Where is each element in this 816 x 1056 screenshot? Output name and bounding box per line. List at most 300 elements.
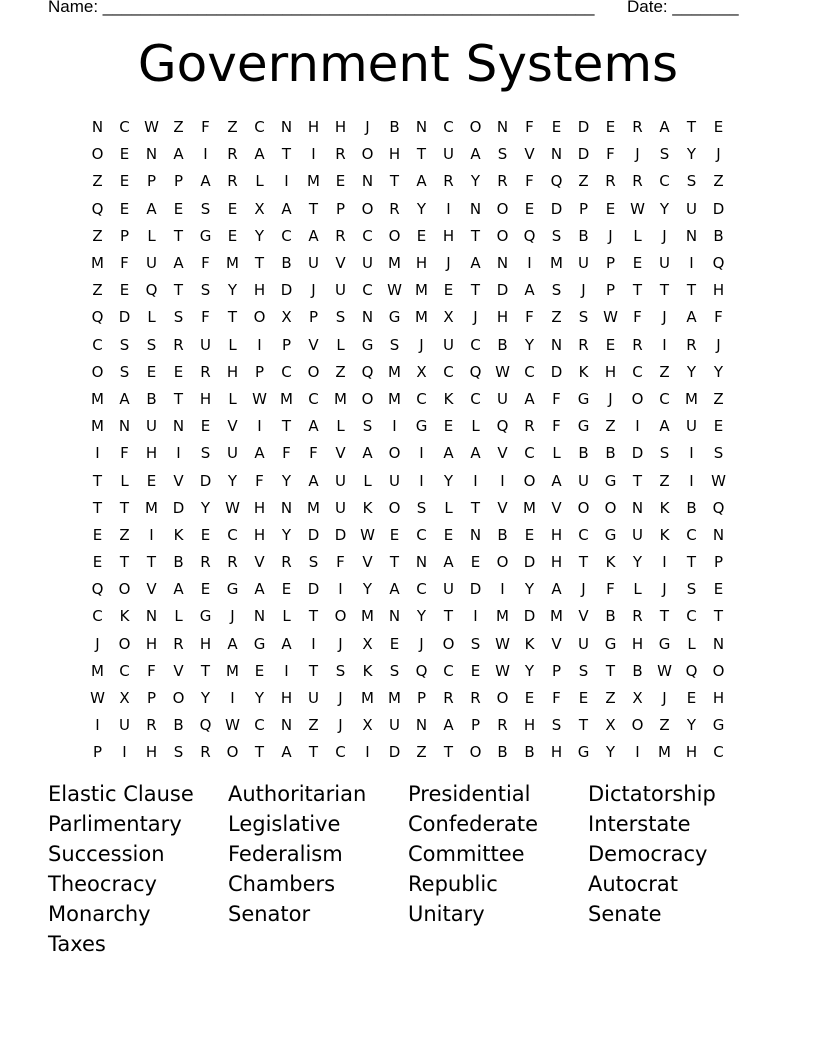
grid-letter[interactable]: E <box>200 525 211 544</box>
grid-letter[interactable]: J <box>635 145 640 164</box>
grid-letter[interactable]: Z <box>713 172 724 191</box>
grid-letter[interactable]: C <box>254 716 265 735</box>
grid-letter[interactable]: U <box>578 254 589 273</box>
grid-letter[interactable]: B <box>389 118 400 137</box>
grid-letter[interactable]: L <box>120 471 129 490</box>
grid-letter[interactable]: M <box>226 661 239 680</box>
grid-letter[interactable]: W <box>252 389 267 408</box>
grid-letter[interactable]: Y <box>254 226 265 245</box>
grid-letter[interactable]: T <box>578 716 589 735</box>
grid-letter[interactable]: A <box>308 417 319 436</box>
grid-letter[interactable]: S <box>686 172 697 191</box>
grid-letter[interactable]: Y <box>686 362 697 381</box>
grid-letter[interactable]: I <box>662 553 667 572</box>
grid-letter[interactable]: I <box>419 444 424 463</box>
grid-letter[interactable]: H <box>226 362 239 381</box>
grid-letter[interactable]: I <box>95 444 100 463</box>
grid-letter[interactable]: D <box>199 471 212 490</box>
grid-letter[interactable]: R <box>227 145 238 164</box>
grid-letter[interactable]: B <box>578 226 589 245</box>
grid-letter[interactable]: T <box>659 281 670 300</box>
grid-letter[interactable]: I <box>689 471 694 490</box>
grid-letter[interactable]: H <box>685 743 698 762</box>
grid-letter[interactable]: J <box>419 634 424 653</box>
grid-letter[interactable]: N <box>361 172 374 191</box>
grid-letter[interactable]: E <box>119 199 130 218</box>
grid-letter[interactable]: Z <box>605 689 616 708</box>
grid-letter[interactable]: V <box>551 634 562 653</box>
grid-letter[interactable]: C <box>416 525 427 544</box>
grid-letter[interactable]: Y <box>524 335 535 354</box>
grid-letter[interactable]: L <box>687 634 696 653</box>
grid-letter[interactable]: V <box>362 553 373 572</box>
grid-letter[interactable]: J <box>662 226 667 245</box>
grid-letter[interactable]: A <box>281 634 292 653</box>
grid-letter[interactable]: E <box>119 145 130 164</box>
grid-letter[interactable]: B <box>281 254 292 273</box>
grid-letter[interactable]: J <box>338 716 343 735</box>
grid-letter[interactable]: J <box>581 580 586 599</box>
grid-letter[interactable]: O <box>361 145 374 164</box>
grid-letter[interactable]: A <box>416 172 427 191</box>
grid-letter[interactable]: S <box>146 335 157 354</box>
grid-letter[interactable]: R <box>200 362 211 381</box>
grid-letter[interactable]: D <box>307 525 320 544</box>
grid-letter[interactable]: P <box>254 362 265 381</box>
grid-letter[interactable]: N <box>280 498 293 517</box>
grid-letter[interactable]: Z <box>92 226 103 245</box>
grid-letter[interactable]: C <box>281 226 292 245</box>
grid-letter[interactable]: M <box>388 254 401 273</box>
grid-letter[interactable]: F <box>525 118 534 137</box>
grid-letter[interactable]: S <box>200 281 211 300</box>
grid-letter[interactable]: X <box>632 689 643 708</box>
grid-letter[interactable]: T <box>173 281 184 300</box>
grid-letter[interactable]: Y <box>416 607 427 626</box>
grid-letter[interactable]: A <box>443 716 454 735</box>
grid-letter[interactable]: D <box>577 118 590 137</box>
grid-letter[interactable]: T <box>119 498 130 517</box>
grid-letter[interactable]: A <box>686 308 697 327</box>
grid-letter[interactable]: D <box>712 199 725 218</box>
grid-letter[interactable]: M <box>415 308 428 327</box>
grid-letter[interactable]: E <box>92 553 103 572</box>
grid-letter[interactable]: U <box>200 335 211 354</box>
grid-letter[interactable]: P <box>146 172 157 191</box>
grid-letter[interactable]: C <box>524 444 535 463</box>
grid-letter[interactable]: S <box>659 444 670 463</box>
grid-letter[interactable]: A <box>308 471 319 490</box>
grid-letter[interactable]: N <box>91 118 104 137</box>
grid-letter[interactable]: K <box>659 525 670 544</box>
grid-letter[interactable]: R <box>335 226 346 245</box>
grid-letter[interactable]: L <box>174 607 183 626</box>
grid-letter[interactable]: T <box>389 553 400 572</box>
grid-letter[interactable]: R <box>200 743 211 762</box>
grid-letter[interactable]: C <box>362 226 373 245</box>
grid-letter[interactable]: L <box>147 226 156 245</box>
grid-letter[interactable]: S <box>416 498 427 517</box>
grid-letter[interactable]: A <box>308 226 319 245</box>
grid-letter[interactable]: V <box>551 498 562 517</box>
grid-letter[interactable]: E <box>335 172 346 191</box>
grid-letter[interactable]: A <box>551 580 562 599</box>
grid-letter[interactable]: C <box>416 389 427 408</box>
grid-letter[interactable]: E <box>605 335 616 354</box>
grid-letter[interactable]: K <box>362 661 373 680</box>
grid-letter[interactable]: N <box>388 607 401 626</box>
grid-letter[interactable]: R <box>389 199 400 218</box>
grid-letter[interactable]: J <box>446 254 451 273</box>
grid-letter[interactable]: M <box>307 172 320 191</box>
grid-letter[interactable]: Q <box>685 661 698 680</box>
grid-letter[interactable]: I <box>446 199 451 218</box>
grid-letter[interactable]: U <box>389 471 400 490</box>
grid-letter[interactable]: U <box>443 335 454 354</box>
grid-letter[interactable]: N <box>118 417 131 436</box>
grid-letter[interactable]: P <box>281 335 292 354</box>
grid-letter[interactable]: A <box>254 580 265 599</box>
grid-letter[interactable]: K <box>173 525 184 544</box>
grid-letter[interactable]: H <box>496 308 509 327</box>
grid-letter[interactable]: E <box>713 118 724 137</box>
grid-letter[interactable]: D <box>388 743 401 762</box>
grid-letter[interactable]: Y <box>632 553 643 572</box>
grid-letter[interactable]: C <box>578 525 589 544</box>
grid-letter[interactable]: H <box>253 281 266 300</box>
grid-letter[interactable]: B <box>605 607 616 626</box>
grid-letter[interactable]: S <box>200 444 211 463</box>
grid-letter[interactable]: Y <box>686 145 697 164</box>
grid-letter[interactable]: Y <box>713 362 724 381</box>
grid-letter[interactable]: A <box>173 145 184 164</box>
grid-letter[interactable]: D <box>631 444 644 463</box>
grid-letter[interactable]: W <box>711 471 726 490</box>
grid-letter[interactable]: G <box>604 634 617 653</box>
grid-letter[interactable]: N <box>550 335 563 354</box>
grid-letter[interactable]: H <box>523 716 536 735</box>
grid-letter[interactable]: C <box>281 362 292 381</box>
grid-letter[interactable]: Z <box>335 362 346 381</box>
grid-letter[interactable]: J <box>338 634 343 653</box>
grid-letter[interactable]: S <box>389 661 400 680</box>
grid-letter[interactable]: V <box>308 335 319 354</box>
grid-letter[interactable]: W <box>387 281 402 300</box>
grid-letter[interactable]: P <box>335 199 346 218</box>
grid-letter[interactable]: Q <box>712 254 725 273</box>
grid-letter[interactable]: Q <box>496 417 509 436</box>
date-blank[interactable]: _______ <box>672 0 739 16</box>
grid-letter[interactable]: Q <box>91 580 104 599</box>
grid-letter[interactable]: S <box>551 281 562 300</box>
grid-letter[interactable]: F <box>525 308 534 327</box>
grid-letter[interactable]: A <box>281 743 292 762</box>
grid-letter[interactable]: C <box>443 362 454 381</box>
grid-letter[interactable]: M <box>91 389 104 408</box>
grid-letter[interactable]: U <box>632 525 643 544</box>
grid-letter[interactable]: E <box>713 417 724 436</box>
grid-letter[interactable]: M <box>91 254 104 273</box>
grid-letter[interactable]: D <box>307 580 320 599</box>
grid-letter[interactable]: O <box>226 743 239 762</box>
grid-letter[interactable]: C <box>524 362 535 381</box>
grid-letter[interactable]: B <box>713 226 724 245</box>
grid-letter[interactable]: H <box>280 689 293 708</box>
grid-letter[interactable]: J <box>365 118 370 137</box>
grid-letter[interactable]: G <box>604 525 617 544</box>
grid-letter[interactable]: F <box>552 389 561 408</box>
grid-letter[interactable]: G <box>253 634 266 653</box>
grid-letter[interactable]: E <box>227 226 238 245</box>
grid-letter[interactable]: R <box>335 145 346 164</box>
grid-letter[interactable]: B <box>173 716 184 735</box>
grid-letter[interactable]: E <box>443 281 454 300</box>
grid-letter[interactable]: H <box>550 525 563 544</box>
grid-letter[interactable]: C <box>686 525 697 544</box>
grid-letter[interactable]: M <box>226 254 239 273</box>
grid-letter[interactable]: V <box>173 471 184 490</box>
grid-letter[interactable]: T <box>173 389 184 408</box>
grid-letter[interactable]: A <box>146 199 157 218</box>
grid-letter[interactable]: F <box>201 118 210 137</box>
grid-letter[interactable]: H <box>712 281 725 300</box>
grid-letter[interactable]: O <box>469 743 482 762</box>
grid-letter[interactable]: S <box>686 580 697 599</box>
grid-letter[interactable]: T <box>578 553 589 572</box>
grid-letter[interactable]: H <box>442 226 455 245</box>
grid-letter[interactable]: M <box>388 362 401 381</box>
grid-letter[interactable]: D <box>496 281 509 300</box>
grid-letter[interactable]: O <box>91 362 104 381</box>
grid-letter[interactable]: E <box>416 226 427 245</box>
grid-letter[interactable]: C <box>659 389 670 408</box>
grid-letter[interactable]: V <box>524 145 535 164</box>
grid-letter[interactable]: P <box>92 743 103 762</box>
grid-letter[interactable]: G <box>712 716 725 735</box>
grid-letter[interactable]: R <box>227 553 238 572</box>
grid-letter[interactable]: N <box>172 417 185 436</box>
grid-letter[interactable]: R <box>686 335 697 354</box>
grid-letter[interactable]: J <box>581 281 586 300</box>
grid-letter[interactable]: C <box>92 335 103 354</box>
grid-letter[interactable]: R <box>470 689 481 708</box>
grid-letter[interactable]: U <box>443 580 454 599</box>
grid-letter[interactable]: U <box>146 254 157 273</box>
grid-letter[interactable]: R <box>632 607 643 626</box>
grid-letter[interactable]: G <box>658 634 671 653</box>
grid-letter[interactable]: W <box>495 362 510 381</box>
grid-letter[interactable]: A <box>524 389 535 408</box>
grid-letter[interactable]: E <box>605 199 616 218</box>
grid-letter[interactable]: I <box>662 335 667 354</box>
grid-letter[interactable]: X <box>254 199 265 218</box>
grid-letter[interactable]: D <box>334 525 347 544</box>
grid-letter[interactable]: B <box>497 335 508 354</box>
grid-letter[interactable]: M <box>658 743 671 762</box>
grid-letter[interactable]: F <box>552 689 561 708</box>
grid-letter[interactable]: H <box>604 362 617 381</box>
grid-letter[interactable]: L <box>255 172 264 191</box>
grid-letter[interactable]: M <box>145 498 158 517</box>
grid-letter[interactable]: C <box>119 661 130 680</box>
grid-letter[interactable]: S <box>119 335 130 354</box>
grid-letter[interactable]: I <box>635 743 640 762</box>
grid-letter[interactable]: M <box>388 689 401 708</box>
grid-letter[interactable]: C <box>443 118 454 137</box>
grid-letter[interactable]: M <box>496 607 509 626</box>
grid-letter[interactable]: E <box>146 471 157 490</box>
grid-letter[interactable]: T <box>470 281 481 300</box>
grid-letter[interactable]: Q <box>91 308 104 327</box>
grid-letter[interactable]: D <box>550 362 563 381</box>
grid-letter[interactable]: A <box>443 444 454 463</box>
grid-letter[interactable]: B <box>497 743 508 762</box>
grid-letter[interactable]: J <box>716 335 721 354</box>
grid-letter[interactable]: L <box>363 471 372 490</box>
grid-letter[interactable]: I <box>284 661 289 680</box>
grid-letter[interactable]: G <box>361 335 374 354</box>
grid-letter[interactable]: I <box>149 525 154 544</box>
grid-letter[interactable]: I <box>689 444 694 463</box>
grid-letter[interactable]: M <box>415 281 428 300</box>
grid-letter[interactable]: F <box>201 254 210 273</box>
grid-letter[interactable]: O <box>577 498 590 517</box>
grid-letter[interactable]: N <box>496 254 509 273</box>
grid-letter[interactable]: Z <box>659 471 670 490</box>
grid-letter[interactable]: T <box>92 498 103 517</box>
grid-letter[interactable]: V <box>335 254 346 273</box>
grid-letter[interactable]: P <box>713 553 724 572</box>
grid-letter[interactable]: P <box>173 172 184 191</box>
grid-letter[interactable]: N <box>550 145 563 164</box>
grid-letter[interactable]: T <box>254 254 265 273</box>
grid-letter[interactable]: Z <box>119 525 130 544</box>
grid-letter[interactable]: O <box>631 716 644 735</box>
grid-letter[interactable]: U <box>497 389 508 408</box>
grid-letter[interactable]: F <box>120 444 129 463</box>
grid-letter[interactable]: V <box>335 444 346 463</box>
grid-letter[interactable]: B <box>173 553 184 572</box>
grid-letter[interactable]: V <box>578 607 589 626</box>
grid-letter[interactable]: O <box>307 362 320 381</box>
grid-letter[interactable]: P <box>470 716 481 735</box>
grid-letter[interactable]: G <box>577 389 590 408</box>
grid-letter[interactable]: F <box>201 308 210 327</box>
grid-letter[interactable]: M <box>307 498 320 517</box>
grid-letter[interactable]: E <box>119 281 130 300</box>
grid-letter[interactable]: C <box>254 118 265 137</box>
grid-letter[interactable]: G <box>226 580 239 599</box>
grid-letter[interactable]: C <box>119 118 130 137</box>
grid-letter[interactable]: Q <box>361 362 374 381</box>
grid-letter[interactable]: C <box>443 661 454 680</box>
grid-letter[interactable]: G <box>604 471 617 490</box>
grid-letter[interactable]: N <box>712 525 725 544</box>
grid-letter[interactable]: P <box>146 689 157 708</box>
grid-letter[interactable]: W <box>603 308 618 327</box>
grid-letter[interactable]: M <box>550 254 563 273</box>
grid-letter[interactable]: C <box>713 743 724 762</box>
grid-letter[interactable]: J <box>338 689 343 708</box>
grid-letter[interactable]: J <box>311 281 316 300</box>
grid-letter[interactable]: N <box>253 607 266 626</box>
grid-letter[interactable]: U <box>686 199 697 218</box>
grid-letter[interactable]: I <box>500 580 505 599</box>
grid-letter[interactable]: N <box>685 226 698 245</box>
grid-letter[interactable]: H <box>253 498 266 517</box>
grid-letter[interactable]: E <box>632 254 643 273</box>
grid-letter[interactable]: H <box>415 254 428 273</box>
grid-letter[interactable]: W <box>144 118 159 137</box>
grid-letter[interactable]: S <box>713 444 724 463</box>
grid-letter[interactable]: R <box>200 553 211 572</box>
grid-letter[interactable]: U <box>227 444 238 463</box>
grid-letter[interactable]: J <box>230 607 235 626</box>
grid-letter[interactable]: F <box>552 417 561 436</box>
grid-letter[interactable]: Z <box>713 389 724 408</box>
grid-letter[interactable]: Y <box>659 199 670 218</box>
grid-letter[interactable]: O <box>496 689 509 708</box>
grid-letter[interactable]: T <box>308 199 319 218</box>
grid-letter[interactable]: F <box>147 661 156 680</box>
grid-letter[interactable]: W <box>495 661 510 680</box>
grid-letter[interactable]: X <box>605 716 616 735</box>
grid-letter[interactable]: T <box>713 607 724 626</box>
grid-letter[interactable]: Y <box>416 199 427 218</box>
grid-letter[interactable]: A <box>119 389 130 408</box>
grid-letter[interactable]: S <box>308 553 319 572</box>
grid-letter[interactable]: W <box>657 661 672 680</box>
grid-letter[interactable]: I <box>689 254 694 273</box>
grid-letter[interactable]: T <box>308 661 319 680</box>
grid-letter[interactable]: X <box>281 308 292 327</box>
grid-letter[interactable]: F <box>606 580 615 599</box>
grid-letter[interactable]: T <box>119 553 130 572</box>
grid-letter[interactable]: K <box>524 634 535 653</box>
grid-letter[interactable]: U <box>335 471 346 490</box>
grid-letter[interactable]: A <box>227 634 238 653</box>
grid-letter[interactable]: F <box>120 254 129 273</box>
grid-letter[interactable]: H <box>712 689 725 708</box>
grid-letter[interactable]: Z <box>92 172 103 191</box>
grid-letter[interactable]: G <box>415 417 428 436</box>
grid-letter[interactable]: I <box>635 417 640 436</box>
grid-letter[interactable]: B <box>632 661 643 680</box>
grid-letter[interactable]: S <box>470 634 481 653</box>
grid-letter[interactable]: E <box>470 661 481 680</box>
grid-letter[interactable]: V <box>254 553 265 572</box>
grid-letter[interactable]: E <box>92 525 103 544</box>
grid-letter[interactable]: Y <box>605 743 616 762</box>
grid-letter[interactable]: C <box>659 172 670 191</box>
grid-letter[interactable]: J <box>608 389 613 408</box>
grid-letter[interactable]: L <box>336 335 345 354</box>
grid-letter[interactable]: I <box>311 145 316 164</box>
grid-letter[interactable]: N <box>415 553 428 572</box>
grid-letter[interactable]: H <box>550 743 563 762</box>
grid-letter[interactable]: P <box>416 689 427 708</box>
grid-letter[interactable]: N <box>415 118 428 137</box>
grid-letter[interactable]: T <box>632 281 643 300</box>
grid-letter[interactable]: L <box>282 607 291 626</box>
grid-letter[interactable]: Y <box>686 716 697 735</box>
grid-letter[interactable]: E <box>551 118 562 137</box>
grid-letter[interactable]: F <box>525 172 534 191</box>
grid-letter[interactable]: U <box>362 254 373 273</box>
grid-letter[interactable]: I <box>284 172 289 191</box>
grid-letter[interactable]: O <box>334 607 347 626</box>
grid-letter[interactable]: K <box>119 607 130 626</box>
